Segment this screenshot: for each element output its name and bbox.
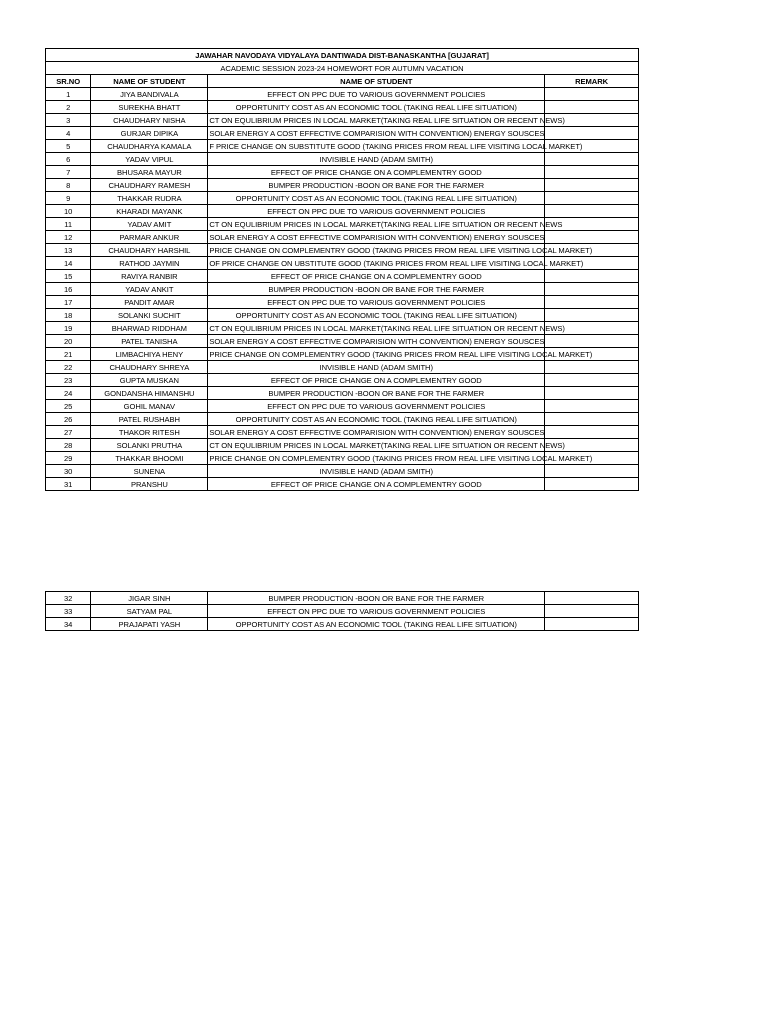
topic-cell: EFFECT OF PRICE CHANGE ON A COMPLEMENTRY GOOD bbox=[208, 374, 545, 387]
sr-cell: 6 bbox=[46, 153, 91, 166]
student-name-cell: YADAV VIPUL bbox=[91, 153, 208, 166]
school-title: JAWAHAR NAVODAYA VIDYALAYA DANTIWADA DIST-BANASKANTHA [GUJARAT] bbox=[46, 49, 639, 62]
table-row bbox=[46, 374, 639, 387]
remark-cell bbox=[545, 166, 639, 179]
remark-cell bbox=[545, 270, 639, 283]
topic-cell: OPPORTUNITY COST AS AN ECONOMIC TOOL (TAKING REAL LIFE SITUATION) bbox=[208, 101, 545, 114]
topic-cell: INVISIBLE HAND (ADAM SMITH) bbox=[208, 361, 545, 374]
sr-cell: 28 bbox=[46, 439, 91, 452]
table-row bbox=[46, 348, 639, 361]
sr-cell: 3 bbox=[46, 114, 91, 127]
topic-cell: PRICE CHANGE ON COMPLEMENTRY GOOD (TAKING PRICES FROM REAL LIFE VISITING LOCAL MARKET) bbox=[209, 453, 593, 463]
remark-cell bbox=[545, 478, 639, 491]
topic-cell: CT ON EQULIBRIUM PRICES IN LOCAL MARKET(TAKING REAL LIFE SITUATION OR RECENT NEWS bbox=[209, 219, 563, 229]
topic-cell: INVISIBLE HAND (ADAM SMITH) bbox=[208, 465, 545, 478]
topic-cell: BUMPER PRODUCTION -BOON OR BANE FOR THE FARMER bbox=[208, 179, 545, 192]
topic-cell: EFFECT ON PPC DUE TO VARIOUS GOVERNMENT POLICIES bbox=[208, 88, 545, 101]
student-name-cell: CHAUDHARY RAMESH bbox=[91, 179, 208, 192]
homework-table bbox=[45, 48, 639, 491]
table-row bbox=[46, 296, 639, 309]
student-name-cell: CHAUDHARY NISHA bbox=[91, 114, 208, 127]
sr-cell: 26 bbox=[46, 413, 91, 426]
topic-cell: OPPORTUNITY COST AS AN ECONOMIC TOOL (TAKING REAL LIFE SITUATION) bbox=[208, 309, 545, 322]
topic-cell: BUMPER PRODUCTION -BOON OR BANE FOR THE FARMER bbox=[208, 283, 545, 296]
sr-cell: 21 bbox=[46, 348, 91, 361]
table-row bbox=[46, 465, 639, 478]
session-title-row bbox=[46, 62, 639, 75]
remark-cell bbox=[545, 426, 639, 439]
remark-cell bbox=[545, 309, 639, 322]
student-name-cell: RAVIYA RANBIR bbox=[91, 270, 208, 283]
sr-cell: 8 bbox=[46, 179, 91, 192]
remark-cell bbox=[545, 335, 639, 348]
student-name-cell: LIMBACHIYA HENY bbox=[91, 348, 208, 361]
homework-table-continued bbox=[45, 591, 639, 631]
remark-cell bbox=[545, 205, 639, 218]
topic-cell: PRICE CHANGE ON COMPLEMENTRY GOOD (TAKING PRICES FROM REAL LIFE VISITING LOCAL MARKET) bbox=[209, 349, 593, 359]
student-name-cell: CHAUDHARY HARSHIL bbox=[91, 244, 208, 257]
sr-cell: 15 bbox=[46, 270, 91, 283]
homework-table-body bbox=[46, 49, 639, 491]
sr-cell: 22 bbox=[46, 361, 91, 374]
topic-cell: EFFECT ON PPC DUE TO VARIOUS GOVERNMENT POLICIES bbox=[208, 400, 545, 413]
table-row bbox=[46, 283, 639, 296]
sr-cell: 2 bbox=[46, 101, 91, 114]
remark-cell bbox=[545, 618, 639, 631]
student-name-cell: SATYAM PAL bbox=[91, 605, 208, 618]
remark-cell bbox=[545, 231, 639, 244]
table-row bbox=[46, 322, 639, 335]
table-row bbox=[46, 439, 639, 452]
table-row bbox=[46, 192, 639, 205]
student-name-cell: RATHOD JAYMIN bbox=[91, 257, 208, 270]
sr-cell: 11 bbox=[46, 218, 91, 231]
table-row bbox=[46, 205, 639, 218]
student-name-cell: CHAUDHARYA KAMALA bbox=[91, 140, 208, 153]
student-name-cell: PATEL TANISHA bbox=[91, 335, 208, 348]
table-row bbox=[46, 618, 639, 631]
student-name-cell: SOLANKI PRUTHA bbox=[91, 439, 208, 452]
sr-cell: 18 bbox=[46, 309, 91, 322]
remark-cell bbox=[545, 192, 639, 205]
homework-table-continued-body bbox=[46, 592, 639, 631]
student-name-cell: YADAV ANKIT bbox=[91, 283, 208, 296]
sr-cell: 25 bbox=[46, 400, 91, 413]
topic-cell: OPPORTUNITY COST AS AN ECONOMIC TOOL (TAKING REAL LIFE SITUATION) bbox=[208, 192, 545, 205]
topic-cell: F PRICE CHANGE ON SUBSTITUTE GOOD (TAKING PRICES FROM REAL LIFE VISITING LOCAL MARKET) bbox=[209, 141, 583, 151]
topic-cell: EFFECT ON PPC DUE TO VARIOUS GOVERNMENT POLICIES bbox=[208, 205, 545, 218]
table-row bbox=[46, 400, 639, 413]
sr-cell: 10 bbox=[46, 205, 91, 218]
topic-cell: CT ON EQULIBRIUM PRICES IN LOCAL MARKET(TAKING REAL LIFE SITUATION OR RECENT NEWS) bbox=[209, 323, 565, 333]
sr-cell: 4 bbox=[46, 127, 91, 140]
student-name-cell: THAKKAR RUDRA bbox=[91, 192, 208, 205]
topic-cell: EFFECT OF PRICE CHANGE ON A COMPLEMENTRY GOOD bbox=[208, 270, 545, 283]
student-name-cell: GUPTA MUSKAN bbox=[91, 374, 208, 387]
table-row bbox=[46, 309, 639, 322]
table-row bbox=[46, 218, 639, 231]
table-row bbox=[46, 257, 639, 270]
student-name-cell: CHAUDHARY SHREYA bbox=[91, 361, 208, 374]
topic-cell: SOLAR ENERGY A COST EFFECTIVE COMPARISION WITH CONVENTION) ENERGY SOUSCES bbox=[209, 128, 545, 138]
table-row bbox=[46, 270, 639, 283]
student-name-cell: PATEL RUSHABH bbox=[91, 413, 208, 426]
table-row bbox=[46, 231, 639, 244]
topic-cell: INVISIBLE HAND (ADAM SMITH) bbox=[208, 153, 545, 166]
column-header-row bbox=[46, 75, 639, 88]
sr-cell: 7 bbox=[46, 166, 91, 179]
table-row bbox=[46, 127, 639, 140]
topic-cell: OF PRICE CHANGE ON UBSTITUTE GOOD (TAKING PRICES FROM REAL LIFE VISITING LOCAL MARKET) bbox=[209, 258, 584, 268]
remark-cell bbox=[545, 153, 639, 166]
sr-cell: 31 bbox=[46, 478, 91, 491]
student-name-cell: PRANSHU bbox=[91, 478, 208, 491]
remark-cell bbox=[545, 179, 639, 192]
student-name-cell: JIGAR SINH bbox=[91, 592, 208, 605]
sr-cell: 29 bbox=[46, 452, 91, 465]
sr-cell: 30 bbox=[46, 465, 91, 478]
table-row bbox=[46, 166, 639, 179]
column-header-topic: NAME OF STUDENT bbox=[208, 75, 545, 88]
session-title: ACADEMIC SESSION 2023-24 HOMEWORT FOR AUTUMN VACATION bbox=[46, 62, 639, 75]
column-header-remark: REMARK bbox=[545, 75, 639, 88]
table-row bbox=[46, 153, 639, 166]
topic-cell: EFFECT OF PRICE CHANGE ON A COMPLEMENTRY GOOD bbox=[208, 478, 545, 491]
remark-cell bbox=[545, 374, 639, 387]
topic-cell: PRICE CHANGE ON COMPLEMENTRY GOOD (TAKING PRICES FROM REAL LIFE VISITING LOCAL MARKET) bbox=[209, 245, 593, 255]
table-row bbox=[46, 140, 639, 153]
sr-cell: 9 bbox=[46, 192, 91, 205]
remark-cell bbox=[545, 127, 639, 140]
topic-cell: EFFECT ON PPC DUE TO VARIOUS GOVERNMENT POLICIES bbox=[208, 296, 545, 309]
topic-cell: BUMPER PRODUCTION -BOON OR BANE FOR THE FARMER bbox=[208, 592, 545, 605]
student-name-cell: GONDANSHA HIMANSHU bbox=[91, 387, 208, 400]
topic-cell: EFFECT OF PRICE CHANGE ON A COMPLEMENTRY GOOD bbox=[208, 166, 545, 179]
sr-cell: 16 bbox=[46, 283, 91, 296]
sr-cell: 23 bbox=[46, 374, 91, 387]
student-name-cell: KHARADI MAYANK bbox=[91, 205, 208, 218]
topic-cell: BUMPER PRODUCTION -BOON OR BANE FOR THE FARMER bbox=[208, 387, 545, 400]
student-name-cell: SOLANKI SUCHIT bbox=[91, 309, 208, 322]
remark-cell bbox=[545, 592, 639, 605]
topic-cell: SOLAR ENERGY A COST EFFECTIVE COMPARISION WITH CONVENTION) ENERGY SOUSCES bbox=[209, 427, 545, 437]
remark-cell bbox=[545, 387, 639, 400]
sr-cell: 20 bbox=[46, 335, 91, 348]
sr-cell: 12 bbox=[46, 231, 91, 244]
topic-cell: SOLAR ENERGY A COST EFFECTIVE COMPARISION WITH CONVENTION) ENERGY SOUSCES bbox=[209, 336, 545, 346]
remark-cell bbox=[545, 88, 639, 101]
table-row bbox=[46, 361, 639, 374]
student-name-cell: JIYA BANDIVALA bbox=[91, 88, 208, 101]
student-name-cell: THAKKAR BHOOMI bbox=[91, 452, 208, 465]
topic-cell: OPPORTUNITY COST AS AN ECONOMIC TOOL (TAKING REAL LIFE SITUATION) bbox=[208, 618, 545, 631]
table-row bbox=[46, 592, 639, 605]
student-name-cell: YADAV AMIT bbox=[91, 218, 208, 231]
student-name-cell: BHUSARA MAYUR bbox=[91, 166, 208, 179]
table-row bbox=[46, 101, 639, 114]
sr-cell: 1 bbox=[46, 88, 91, 101]
school-title-row bbox=[46, 49, 639, 62]
remark-cell bbox=[545, 465, 639, 478]
student-name-cell: PANDIT AMAR bbox=[91, 296, 208, 309]
sr-cell: 27 bbox=[46, 426, 91, 439]
sr-cell: 19 bbox=[46, 322, 91, 335]
topic-cell: CT ON EQULIBRIUM PRICES IN LOCAL MARKET(TAKING REAL LIFE SITUATION OR RECENT NEWS) bbox=[209, 115, 565, 125]
student-name-cell: BHARWAD RIDDHAM bbox=[91, 322, 208, 335]
column-header-name: NAME OF STUDENT bbox=[91, 75, 208, 88]
student-name-cell: SUREKHA BHATT bbox=[91, 101, 208, 114]
student-name-cell: GURJAR DIPIKA bbox=[91, 127, 208, 140]
table-row bbox=[46, 426, 639, 439]
topic-cell: EFFECT ON PPC DUE TO VARIOUS GOVERNMENT POLICIES bbox=[208, 605, 545, 618]
remark-cell bbox=[545, 605, 639, 618]
table-row bbox=[46, 179, 639, 192]
sr-cell: 24 bbox=[46, 387, 91, 400]
sr-cell: 17 bbox=[46, 296, 91, 309]
remark-cell bbox=[545, 101, 639, 114]
topic-cell: CT ON EQULIBRIUM PRICES IN LOCAL MARKET(TAKING REAL LIFE SITUATION OR RECENT NEWS) bbox=[209, 440, 565, 450]
student-name-cell: PARMAR ANKUR bbox=[91, 231, 208, 244]
table-row bbox=[46, 478, 639, 491]
table-row bbox=[46, 605, 639, 618]
table-row bbox=[46, 387, 639, 400]
sr-cell: 13 bbox=[46, 244, 91, 257]
table-row bbox=[46, 88, 639, 101]
table-row bbox=[46, 335, 639, 348]
remark-cell bbox=[545, 413, 639, 426]
student-name-cell: PRAJAPATI YASH bbox=[91, 618, 208, 631]
table-row bbox=[46, 114, 639, 127]
table-row bbox=[46, 413, 639, 426]
remark-cell bbox=[545, 283, 639, 296]
remark-cell bbox=[545, 296, 639, 309]
table-row bbox=[46, 244, 639, 257]
sr-cell: 5 bbox=[46, 140, 91, 153]
remark-cell bbox=[545, 400, 639, 413]
sr-cell: 34 bbox=[46, 618, 91, 631]
student-name-cell: THAKOR RITESH bbox=[91, 426, 208, 439]
remark-cell bbox=[545, 361, 639, 374]
column-header-sr: SR.NO bbox=[46, 75, 91, 88]
table-row bbox=[46, 452, 639, 465]
topic-cell: OPPORTUNITY COST AS AN ECONOMIC TOOL (TAKING REAL LIFE SITUATION) bbox=[208, 413, 545, 426]
topic-cell: SOLAR ENERGY A COST EFFECTIVE COMPARISION WITH CONVENTION) ENERGY SOUSCES bbox=[209, 232, 545, 242]
student-name-cell: GOHIL MANAV bbox=[91, 400, 208, 413]
student-name-cell: SUNENA bbox=[91, 465, 208, 478]
sr-cell: 32 bbox=[46, 592, 91, 605]
sr-cell: 14 bbox=[46, 257, 91, 270]
sr-cell: 33 bbox=[46, 605, 91, 618]
